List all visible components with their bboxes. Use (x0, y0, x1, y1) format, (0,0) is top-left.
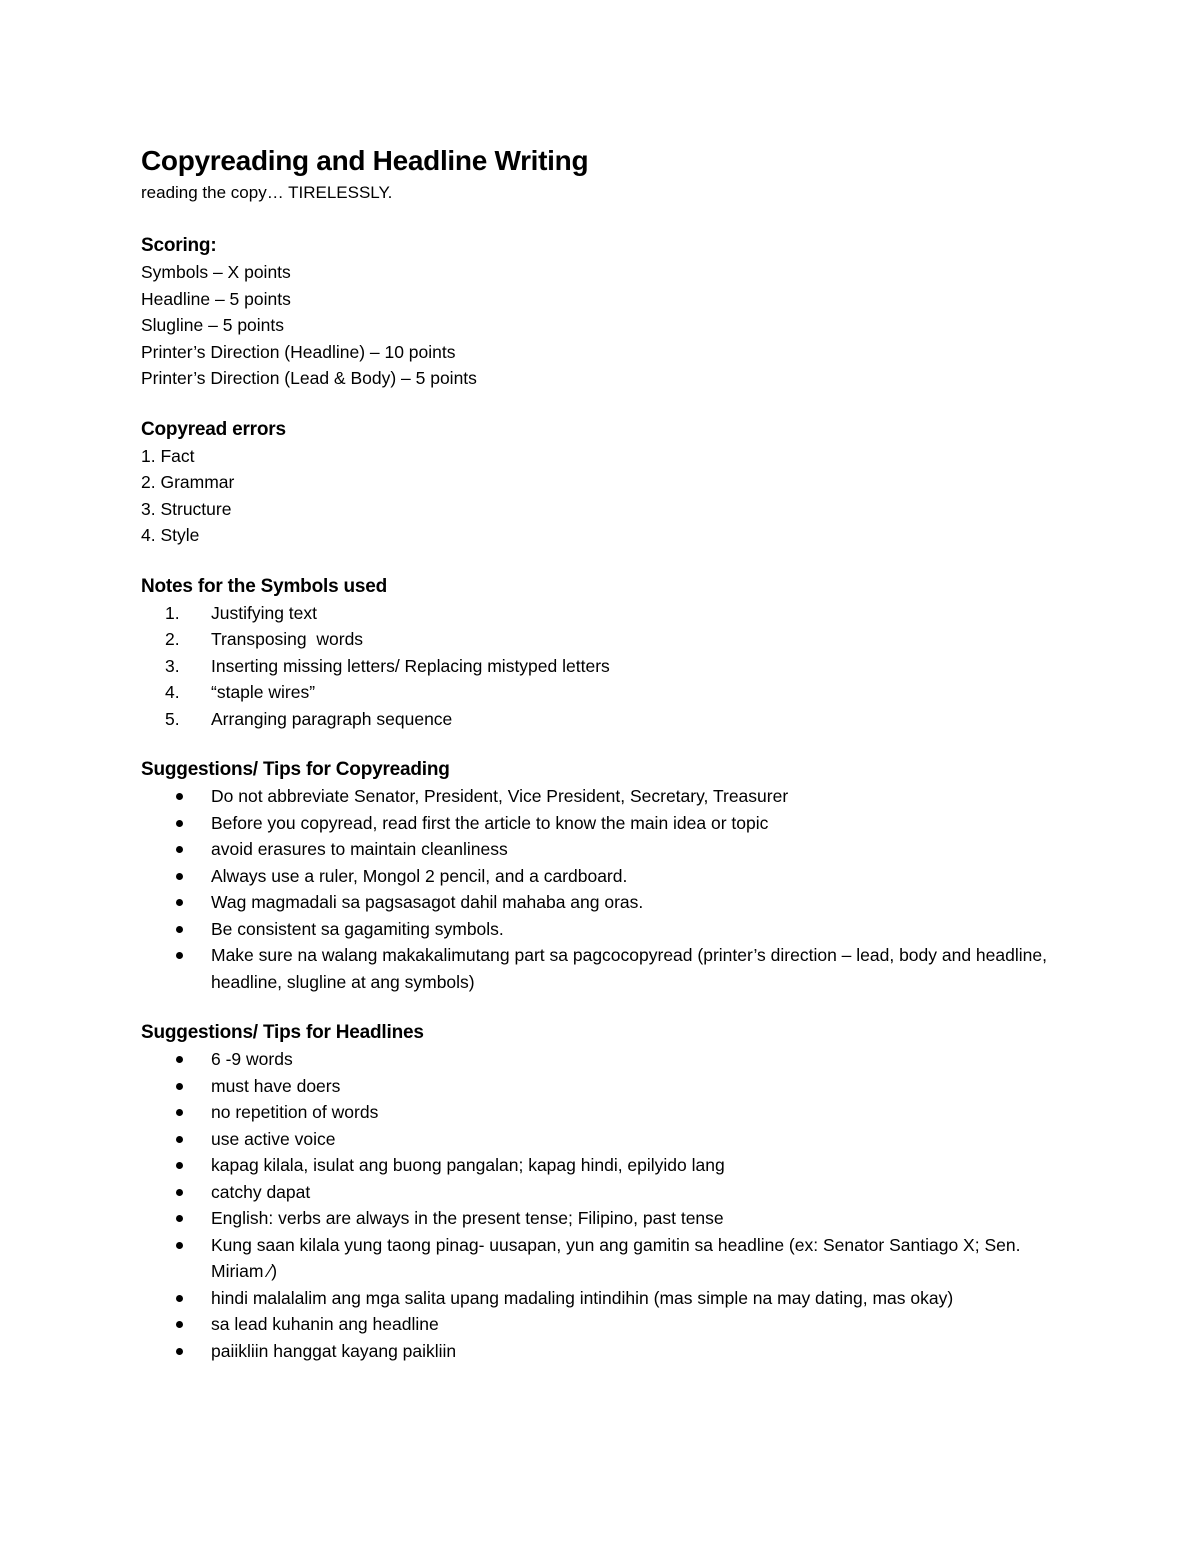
copyreading-tips-heading: Suggestions/ Tips for Copyreading (141, 759, 450, 780)
list-item-text: avoid erasures to maintain cleanliness (211, 839, 508, 859)
list-item-text: Inserting missing letters/ Replacing mistyped letters (211, 655, 610, 676)
list-item (141, 863, 1061, 890)
list-item-text: Wag magmadali sa pagsasagot dahil mahaba ang oras. (211, 892, 644, 912)
list-item (141, 1338, 1061, 1365)
bullet-icon (176, 793, 183, 800)
bullet-icon (176, 926, 183, 933)
copyread-errors-section (141, 416, 1061, 549)
headline-tips-heading: Suggestions/ Tips for Headlines (141, 1022, 424, 1043)
list-item (141, 1205, 1061, 1232)
bullet-icon (176, 1321, 183, 1328)
error-item: 1. Fact (141, 445, 195, 466)
bullet-icon (176, 873, 183, 880)
list-item-text: Always use a ruler, Mongol 2 pencil, and a cardboard. (211, 865, 628, 886)
symbols-notes-section (141, 573, 1061, 733)
list-item-text: paiikliin hanggat kayang paikliin (211, 1340, 457, 1361)
bullet-icon (176, 820, 183, 827)
list-item (141, 1152, 1061, 1179)
bullet-icon (176, 899, 183, 906)
list-number: 2. (165, 629, 180, 649)
bullet-icon (176, 846, 183, 853)
document-subtitle: reading the copy… TIRELESSLY. (141, 183, 393, 202)
scoring-line: Printer’s Direction (Lead & Body) – 5 points (141, 368, 477, 388)
copyreading-tips-section (141, 756, 1061, 995)
scoring-line: Symbols – X points (141, 262, 291, 282)
list-item-text: Kung saan kilala yung taong pinag- uusapan, yun ang gamitin sa headline (ex: Senator Santiago X; Sen. Miriam ⁄) (211, 1234, 1021, 1281)
list-item (141, 783, 1061, 810)
list-item-text: hindi malalalim ang mga salita upang madaling intindihin (mas simple na may dating, mas okay) (211, 1287, 954, 1308)
document-title: Copyreading and Headline Writing (141, 145, 589, 176)
bullet-icon (176, 1162, 183, 1169)
symbols-notes-list (141, 600, 1061, 733)
list-item (141, 942, 1061, 995)
list-item (141, 653, 1061, 680)
copyread-errors-heading: Copyread errors (141, 418, 286, 440)
list-item (141, 600, 1061, 627)
list-item (141, 1073, 1061, 1100)
bullet-icon (176, 1109, 183, 1116)
list-number: 1. (165, 602, 180, 623)
symbols-notes-heading: Notes for the Symbols used (141, 575, 388, 597)
bullet-icon (176, 1136, 183, 1143)
scoring-section (141, 232, 1061, 392)
bullet-icon (176, 1083, 183, 1090)
list-number: 3. (165, 655, 180, 676)
error-item: 2. Grammar (141, 472, 235, 492)
list-item (141, 810, 1061, 837)
scoring-line: Slugline – 5 points (141, 315, 285, 335)
list-item (141, 1232, 1061, 1285)
list-number: 5. (165, 708, 180, 729)
list-item (141, 1099, 1061, 1126)
bullet-icon (176, 1242, 183, 1249)
list-item-text: must have doers (211, 1075, 341, 1096)
list-item-text: Transposing words (211, 629, 364, 649)
document-body (141, 142, 1061, 1364)
list-item (141, 889, 1061, 916)
scoring-heading: Scoring: (141, 235, 217, 256)
list-item (141, 679, 1061, 706)
list-item-text: use active voice (211, 1128, 336, 1149)
list-item-text: Justifying text (211, 602, 318, 623)
list-item-text: Do not abbreviate Senator, President, Vice President, Secretary, Treasurer (211, 786, 789, 806)
bullet-icon (176, 952, 183, 959)
list-item-text: catchy dapat (211, 1181, 311, 1202)
list-item-text: Arranging paragraph sequence (211, 708, 453, 729)
scoring-line: Printer’s Direction (Headline) – 10 points (141, 341, 456, 362)
list-item-text: Make sure na walang makakalimutang part sa pagcocopyread (printer’s direction – lead, body and headline, headline, slugline at ang symbols) (211, 945, 1047, 992)
list-item-text: Before you copyread, read first the article to know the main idea or topic (211, 812, 769, 833)
list-item (141, 1046, 1061, 1073)
bullet-icon (176, 1295, 183, 1302)
scoring-line: Headline – 5 points (141, 288, 291, 309)
list-item (141, 1311, 1061, 1338)
bullet-icon (176, 1189, 183, 1196)
list-item (141, 916, 1061, 943)
list-item-text: no repetition of words (211, 1102, 379, 1122)
bullet-icon (176, 1056, 183, 1063)
list-item-text: kapag kilala, isulat ang buong pangalan; kapag hindi, epilyido lang (211, 1155, 725, 1175)
list-item (141, 1126, 1061, 1153)
error-item: 4. Style (141, 525, 200, 545)
list-item-text: Be consistent sa gagamiting symbols. (211, 918, 504, 939)
list-item-text: “staple wires” (211, 682, 316, 702)
list-item-text: sa lead kuhanin ang headline (211, 1314, 439, 1334)
list-item (141, 836, 1061, 863)
bullet-icon (176, 1348, 183, 1355)
list-item-text: English: verbs are always in the present tense; Filipino, past tense (211, 1208, 724, 1228)
error-item: 3. Structure (141, 498, 232, 519)
bullet-icon (176, 1215, 183, 1222)
list-item-text: 6 -9 words (211, 1049, 293, 1069)
copyreading-tips-list (141, 783, 1061, 995)
headline-tips-list (141, 1046, 1061, 1364)
list-item (141, 1285, 1061, 1312)
list-item (141, 626, 1061, 653)
list-number: 4. (165, 682, 180, 702)
list-item (141, 1179, 1061, 1206)
list-item (141, 706, 1061, 733)
headline-tips-section (141, 1019, 1061, 1364)
